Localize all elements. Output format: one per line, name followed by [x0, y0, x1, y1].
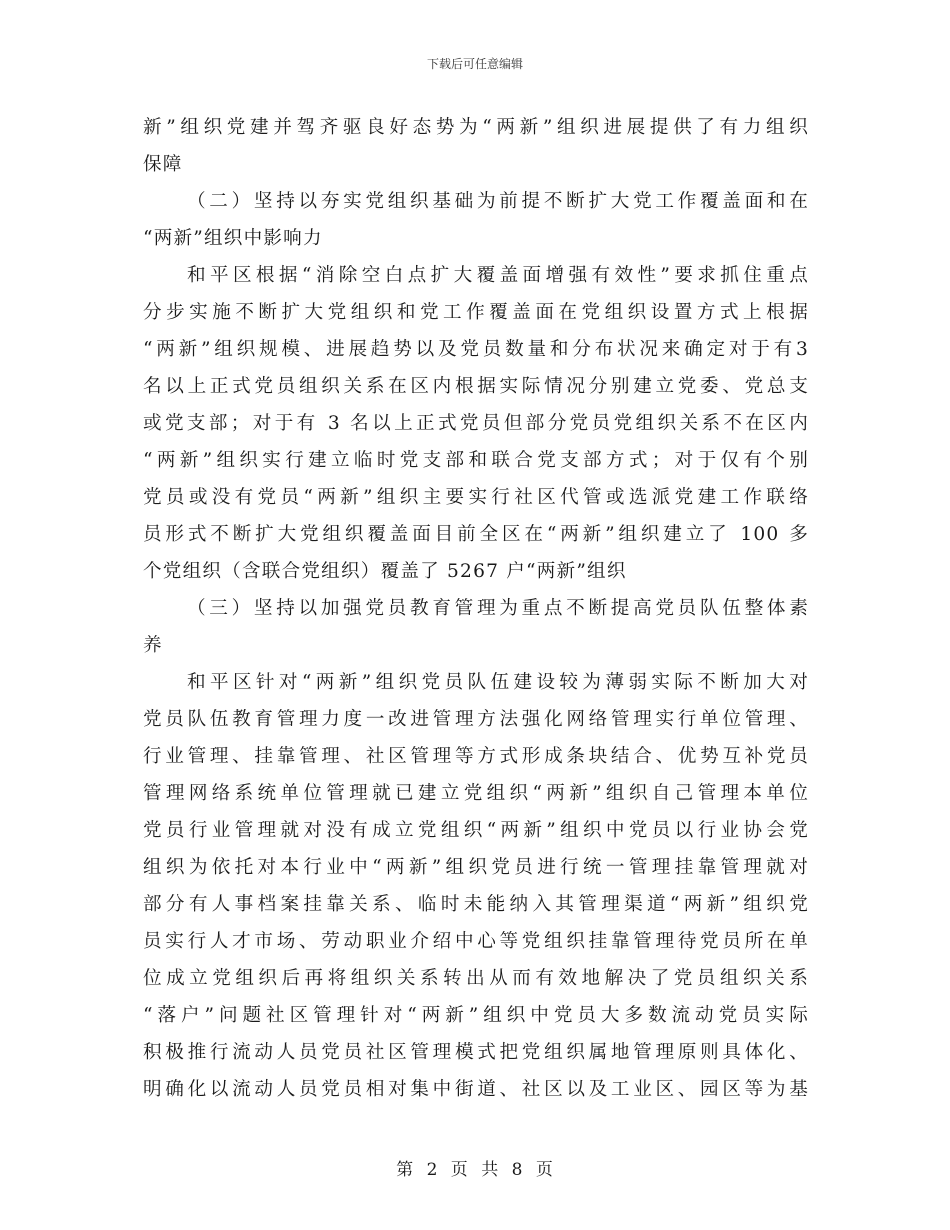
- footer-label-page: 第: [396, 1160, 415, 1180]
- text-line: 员实行人才市场、劳动职业介绍中心等党组织挂靠管理待党员所在单: [143, 931, 809, 952]
- text-line: “落户”问题社区管理针对“两新”组织中党员大多数流动党员实际: [143, 1005, 809, 1026]
- footer-label-unit: 页: [450, 1160, 469, 1180]
- text-line: 养: [143, 635, 163, 656]
- text-line: 党员队伍教育管理力度一改进管理方法强化网络管理实行单位管理、: [143, 709, 809, 730]
- text-line: 党员行业管理就对没有成立党组织“两新”组织中党员以行业协会党: [143, 820, 809, 841]
- text-line: 个党组织（含联合党组织）覆盖了 5267 户“两新”组织: [143, 561, 627, 582]
- text-line: 员形式不断扩大党组织覆盖面目前全区在“两新”组织建立了 100 多: [143, 524, 809, 545]
- footer-label-unit2: 页: [535, 1160, 554, 1180]
- footer-total-pages: 8: [511, 1160, 524, 1180]
- text-line: “两新”组织中影响力: [143, 228, 323, 249]
- text-line: （三）坚持以加强党员教育管理为重点不断提高党员队伍整体素: [187, 598, 809, 619]
- footer-label-total: 共: [481, 1160, 500, 1180]
- text-line: 明确化以流动人员党员相对集中街道、社区以及工业区、园区等为基: [143, 1079, 809, 1100]
- text-line: 积极推行流动人员党员社区管理模式把党组织属地管理原则具体化、: [143, 1042, 809, 1063]
- text-line: “两新”组织规模、进展趋势以及党员数量和分布状况来确定对于有3: [143, 339, 809, 360]
- page-footer: [0, 1155, 950, 1180]
- text-line: （二）坚持以夯实党组织基础为前提不断扩大党工作覆盖面和在: [187, 191, 809, 212]
- text-line: 和平区根据“消除空白点扩大覆盖面增强有效性”要求抓住重点: [187, 265, 809, 286]
- text-line: 组织为依托对本行业中“两新”组织党员进行统一管理挂靠管理就对: [143, 857, 809, 878]
- page-header: 下载后可任意编辑: [426, 57, 523, 71]
- text-line: 行业管理、挂靠管理、社区管理等方式形成条块结合、优势互补党员: [143, 746, 809, 767]
- text-line: 管理网络系统单位管理就已建立党组织“两新”组织自己管理本单位: [143, 783, 809, 804]
- text-line: 和平区针对“两新”组织党员队伍建设较为薄弱实际不断加大对: [187, 672, 809, 693]
- footer-current-page: 2: [426, 1160, 439, 1180]
- text-line: 党员或没有党员“两新”组织主要实行社区代管或选派党建工作联络: [143, 487, 809, 508]
- text-line: 或党支部；对于有 3 名以上正式党员但部分党员党组织关系不在区内: [143, 413, 809, 434]
- text-line: 名以上正式党员组织关系在区内根据实际情况分别建立党委、党总支: [143, 376, 809, 397]
- text-line: 部分有人事档案挂靠关系、临时未能纳入其管理渠道“两新”组织党: [143, 894, 809, 915]
- text-line: 位成立党组织后再将组织关系转出从而有效地解决了党员组织关系: [143, 968, 809, 989]
- text-line: “两新”组织实行建立临时党支部和联合党支部方式；对于仅有个别: [143, 450, 809, 471]
- document-body: [143, 109, 809, 1108]
- text-line: 分步实施不断扩大党组织和党工作覆盖面在党组织设置方式上根据: [143, 302, 809, 323]
- text-line: 新”组织党建并驾齐驱良好态势为“两新”组织进展提供了有力组织: [143, 117, 809, 138]
- text-line: 保障: [143, 154, 183, 175]
